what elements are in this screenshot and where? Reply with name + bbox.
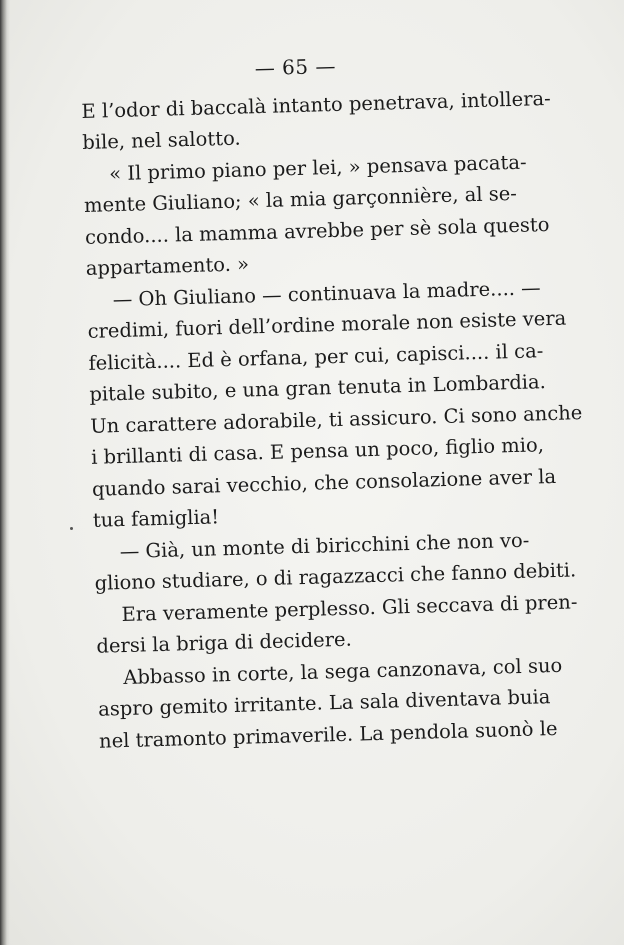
text-line: condo.... la mamma avrebbe per sè sola questo — [84, 212, 550, 249]
text-line: « Il primo piano per lei, » pensava pacata- — [108, 150, 527, 185]
text-line: appartamento. » — [85, 252, 250, 280]
page-binding-edge — [0, 0, 10, 945]
text-line: — Già, un monte di biricchini che non vo- — [119, 528, 530, 563]
text-line: — Oh Giuliano — continuava la madre.... — — [112, 275, 541, 311]
text-line: i brillanti di casa. E pensa un poco, figlio mio, — [90, 433, 545, 469]
text-line: gliono studiare, o di ragazzacci che fanno debiti. — [94, 558, 577, 595]
text-line: nel tramonto primaverile. La pendola suonò le — [98, 716, 558, 753]
margin-speck — [70, 527, 73, 530]
text-line: felicità.... Ed è orfana, per cui, capisci.... il ca- — [88, 338, 544, 375]
text-line: mente Giuliano; « la mia garçonnière, al se- — [83, 181, 518, 217]
text-line: quando sarai vecchio, che consolazione aver la — [91, 464, 557, 501]
text-line: aspro gemito irritante. La sala diventava buia — [97, 685, 551, 721]
text-line: credimi, fuori dell’ordine morale non esiste vera — [87, 306, 567, 343]
text-line: E l’odor di baccalà intanto penetrava, intollera- — [81, 86, 551, 123]
text-line: bile, nel salotto. — [82, 126, 241, 154]
text-line: Un carattere adorabile, ti assicuro. Ci sono anche — [89, 400, 583, 438]
text-line: Era veramente perplesso. Gli seccava di pren- — [121, 589, 578, 626]
page-number: — 65 — — [254, 53, 337, 81]
text-line: tua famiglia! — [92, 505, 220, 532]
page-text — [80, 46, 583, 757]
text-line: pitale subito, e una gran tenuta in Lombardia. — [89, 370, 547, 406]
text-line: dersi la briga di decidere. — [96, 627, 353, 658]
text-line: Abbasso in corte, la sega canzonava, col suo — [122, 653, 563, 689]
